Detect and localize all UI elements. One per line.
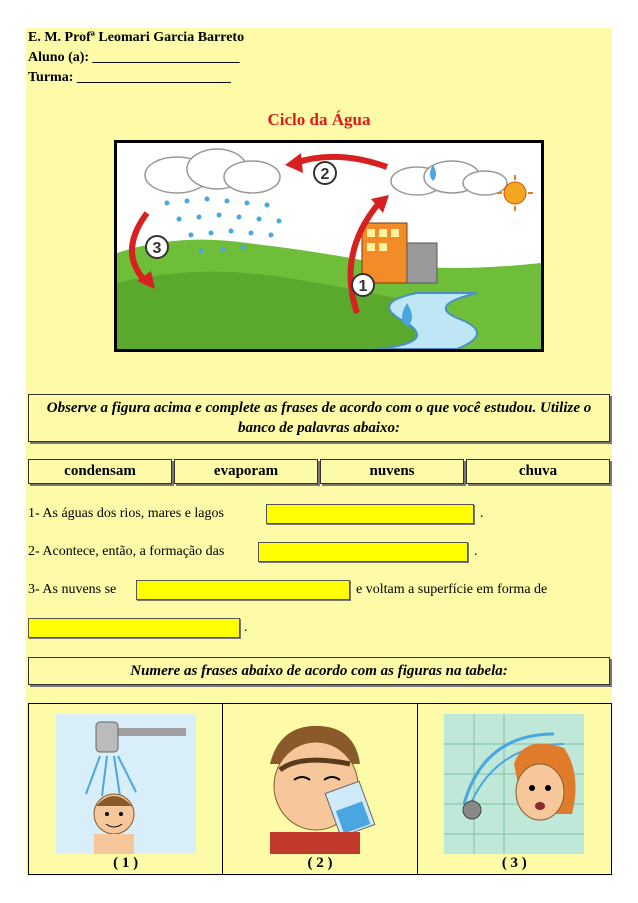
word-bank-item: nuvens <box>320 459 464 484</box>
sentence-2-end: . <box>474 544 478 559</box>
sentence-1-text: 1- As águas dos rios, mares e lagos <box>28 506 224 521</box>
sentence-3-second-answer-field[interactable] <box>28 618 240 638</box>
word-bank-item: evaporam <box>174 459 318 484</box>
broken-faucet-icon <box>444 714 584 854</box>
class-line: Turma: ______________________ <box>28 70 231 85</box>
sentence-2-text: 2- Acontece, então, a formação das <box>28 544 225 559</box>
diagram-label-2: 2 <box>320 166 330 183</box>
sentence-3-end: . <box>244 620 248 635</box>
word-bank-item: condensam <box>28 459 172 484</box>
figure-cell-3 <box>418 704 611 874</box>
word-bank <box>28 459 610 484</box>
worksheet-page <box>26 28 612 876</box>
figure-number-3: ( 3 ) <box>501 855 527 871</box>
student-name-line: Aluno (a): _____________________ <box>28 50 240 65</box>
school-name: E. M. Profª Leomari Garcia Barreto <box>28 30 245 45</box>
figure-cell-2 <box>223 704 417 874</box>
figure-number-2: ( 2 ) <box>307 855 333 871</box>
diagram-label-3: 3 <box>152 240 162 257</box>
page-title: Ciclo da Água <box>267 110 371 129</box>
sentence-2-answer-field[interactable] <box>258 542 468 562</box>
instruction-box-2: Numere as frases abaixo de acordo com as figuras na tabela: <box>28 657 610 685</box>
figure-cell-1 <box>29 704 223 874</box>
shower-icon <box>56 714 196 854</box>
sentence-3-continuation: e voltam a superfície em forma de <box>356 582 548 597</box>
diagram-label-1: 1 <box>358 278 368 295</box>
figure-number-1: ( 1 ) <box>113 855 139 871</box>
sentence-3-text: 3- As nuvens se <box>28 582 117 597</box>
sentence-3-answer-field[interactable] <box>136 580 350 600</box>
instruction-box-1: Observe a figura acima e complete as frases de acordo com o que você estudou. Utilize o banco de palavras abaixo: <box>28 394 610 442</box>
sentence-1-end: . <box>480 506 484 521</box>
drinking-water-icon <box>250 714 390 854</box>
sentence-1-answer-field[interactable] <box>266 504 474 524</box>
word-bank-item: chuva <box>466 459 610 484</box>
figures-table <box>28 703 612 875</box>
water-cycle-illustration <box>114 140 544 352</box>
